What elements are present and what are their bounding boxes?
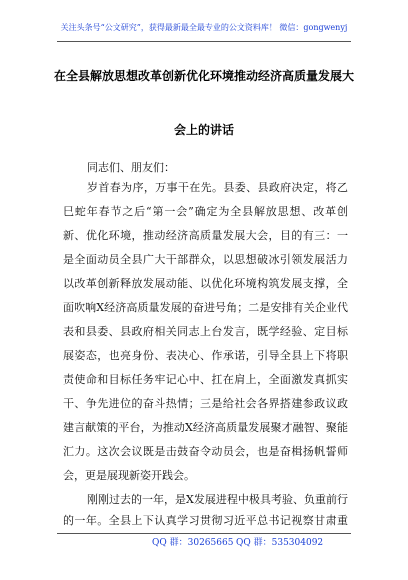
footer-qq-group-2: QQ 群：535304092 xyxy=(236,538,324,548)
body-line: 面吹响X经济高质量发展的奋进号角；二是安排有关企业代 xyxy=(63,301,348,314)
body-line: 刚刚过去的一年，是X发展进程中极具考验、负重前行 xyxy=(87,493,348,506)
body-line: 是全面动员全县广大干部群众，以思想破冰引领发展活力 xyxy=(63,253,348,266)
body-line: 干、争先进位的奋斗热情；三是给社会各界搭建参政议政 xyxy=(63,397,348,410)
body-line: 会，更是展现新姿开践会。 xyxy=(63,469,195,482)
header-divider xyxy=(57,41,351,42)
body-line: 的一年。全县上下认真学习贯彻习近平总书记视察甘肃重 xyxy=(63,514,348,527)
body-line: 汇力。这次会议既是击鼓奋令动员会，也是奋楫扬帆誓师 xyxy=(63,445,348,458)
document-title-line-1: 在全县解放思想改革创新优化环境推动经济高质量发展大 xyxy=(53,69,354,83)
body-line: 巳蛇年春节之后“第一会”确定为全县解放思想、改革创 xyxy=(63,205,348,218)
header-banner: 关注头条号“公文研究”，获得最新最全最专业的公文资料库！ 微信：gongwenyj xyxy=(60,23,348,32)
footer-divider xyxy=(57,533,351,534)
salutation: 同志们、朋友们： xyxy=(87,161,175,174)
document-title-line-2: 会上的讲话 xyxy=(173,123,234,137)
body-line: 表和县委、县政府相关同志上台发言，既学经验、定目标 xyxy=(63,325,348,338)
body-line: 以改革创新释放发展动能、以优化环境构筑发展支撑，全 xyxy=(63,277,348,290)
body-line: 责使命和目标任务牢记心中、扛在肩上，全面激发真抓实 xyxy=(63,373,348,386)
body-line: 岁首春为序，万事干在先。县委、县政府决定，将乙 xyxy=(87,181,348,194)
body-line: 建言献策的平台，为推动X经济高质量发展聚才融智、聚能 xyxy=(63,421,348,434)
body-line: 新、优化环境，推动经济高质量发展大会，目的有三：一 xyxy=(63,229,348,242)
body-line: 展姿态，也亮身份、表决心、作承诺，引导全县上下将职 xyxy=(63,349,348,362)
footer-qq-group-1: QQ 群：30265665 xyxy=(152,538,234,548)
